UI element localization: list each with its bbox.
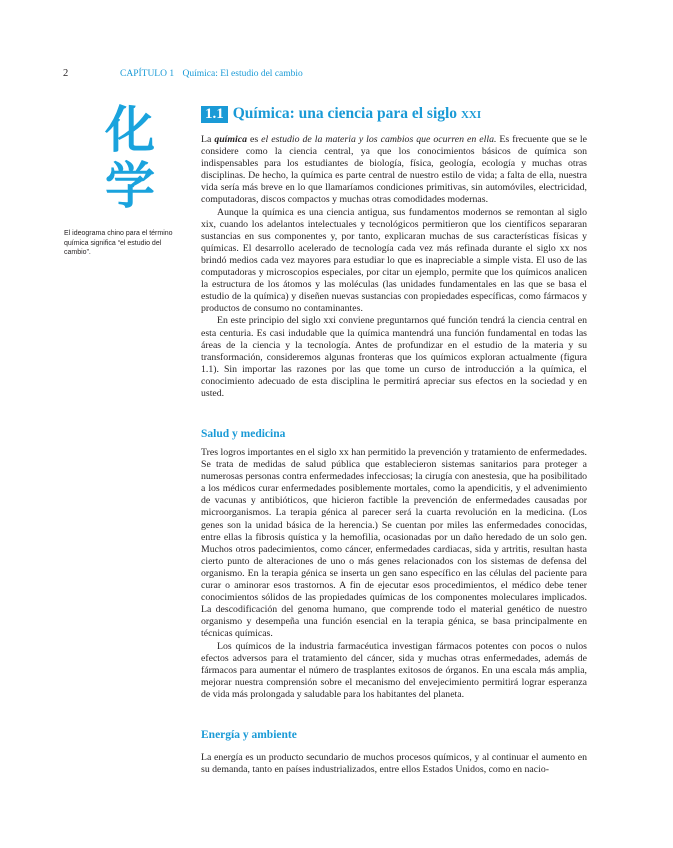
ideogram-caption: El ideograma chino para el término química significa “el estudio del cambio”.: [64, 230, 173, 256]
chinese-ideogram: [98, 102, 162, 214]
paragraph-health: Tres logros importantes en el siglo xx han permitido la prevención y tratamiento de enfermedades. Se trata de medidas de salud pública que establecieron sistemas sanitarios para proteger a numerosas personas contra enfermedades infecciosas; la cirugía con anestesia, que ha posibilitado a los médicos curar enfermedades posiblemente mortales, como la apendicitis, y el advenimiento de vacunas y antibióticos, que hicieron factible la prevención de enfermedades causadas por microorganismos. La terapia génica al parecer será la cuarta revolución en la medicina. (Los genes son la unidad básica de la herencia.) Se cuentan por miles las enfermedades conocidas, entre ellas la fibrosis quística y la hemofilia, ocasionadas por un daño heredado de un solo gen. Muchos otros padecimientos, como cáncer, enfermedades cardiacas, sida y artritis, resultan hasta cierto punto de alteraciones de uno o más genes relacionados con los sistemas de defensa del organismo. En la terapia génica se inserta un gen sano específico en las células del paciente para curar o aminorar esos trastornos. A fin de ejecutar esos procedimientos, el médico debe tener conocimientos sólidos de las propiedades químicas de los componentes moleculares implicados. La descodificación del genoma humano, que comprende todo el material genético de nuestro organismo y desempeña una función esencial en la terapia génica, se basa principalmente en técnicas químicas.: [201, 447, 587, 640]
section-body: [201, 104, 587, 400]
chapter-title: Química: El estudio del cambio: [182, 69, 303, 79]
subsection-energy-body: [201, 752, 587, 776]
subsection-heading-energy: Energía y ambiente: [201, 729, 297, 741]
page-number: 2: [63, 68, 69, 79]
ideogram-char-hua: 化: [105, 101, 155, 159]
definition: el estudio de la materia y los cambios que ocurren en ella.: [261, 134, 497, 145]
subsection-heading-health: Salud y medicina: [201, 428, 286, 440]
subsection-health-body: [201, 447, 587, 701]
paragraph-history: Aunque la química es una ciencia antigua, sus fundamentos modernos se remontan al siglo xix, cuando los adelantos intelectuales y tecnológicos permitieron que los científicos separaran sustancias en sus componentes y, por tanto, explicaran muchas de sus características físicas y químicas. El desarrollo acelerado de tecnología cada vez más refinada durante el siglo xx nos brindó medios cada vez mayores para estudiar lo que es inapreciable a simple vista. El uso de las computadoras y microscopios especiales, por citar un ejemplo, permite que los químicos analicen la estructura de los átomos y las moléculas (las unidades fundamentales en las que se basa el estudio de la química) y diseñen nuevas sustancias con propiedades específicas, como fármacos y productos de consumo no contaminantes.: [201, 206, 587, 315]
section-number: 1.1: [201, 106, 228, 123]
chapter-label: CAPÍTULO 1: [120, 69, 175, 79]
paragraph-pharma: Los químicos de la industria farmacéutica investigan fármacos potentes con pocos o nulos efectos adversos para el tratamiento del cáncer, sida y muchas otras enfermedades, además de fármacos para aumentar el número de trasplantes exitosos de órganos. En una escala más amplia, mejorar nuestra comprensión sobre el mecanismo del envejecimiento permitirá lograr esperanza de vida más prolongada y saludable para los habitantes del planeta.: [201, 640, 587, 700]
paragraph-frontiers: En este principio del siglo xxi conviene preguntarnos qué función tendrá la ciencia central en esta centuria. Es casi indudable que la química mantendrá una función fundamental en todas las áreas de la ciencia y la tecnología. Antes de profundizar en el estudio de la materia y su transformación, consideremos algunas fronteras que los químicos exploran actualmente (figura 1.1). Sin importar las razones por las que tome un curso de introducción a la química, el conocimiento adecuado de esta disciplina le permitirá apreciar sus efectos en la sociedad y en usted.: [201, 315, 587, 399]
section-title: Química: una ciencia para el siglo xxi: [232, 105, 482, 122]
running-head: [120, 69, 303, 79]
section-heading: [201, 104, 587, 124]
paragraph-intro: La química es el estudio de la materia y los cambios que ocurren en ella. Es frecuente que se le considere como la ciencia central, ya que los conocimientos básicos de química son indispensables para los estudiantes de biología, física, geología, ecología y muchas otras disciplinas. De hecho, la química es parte central de nuestro estilo de vida; a falta de ella, nuestra vida sería más breve en lo que llamaríamos condiciones primitivas, sin automóviles, electricidad, computadoras, discos compactos y muchas otras comodidades modernas.: [201, 134, 587, 206]
paragraph-energy: La energía es un producto secundario de muchos procesos químicos, y al continuar el aumento en su demanda, tanto en países industrializados, entre ellos Estados Unidos, como en nacio-: [201, 752, 587, 776]
ideogram-char-xue: 学: [105, 157, 155, 215]
term-quimica: química: [214, 134, 247, 145]
